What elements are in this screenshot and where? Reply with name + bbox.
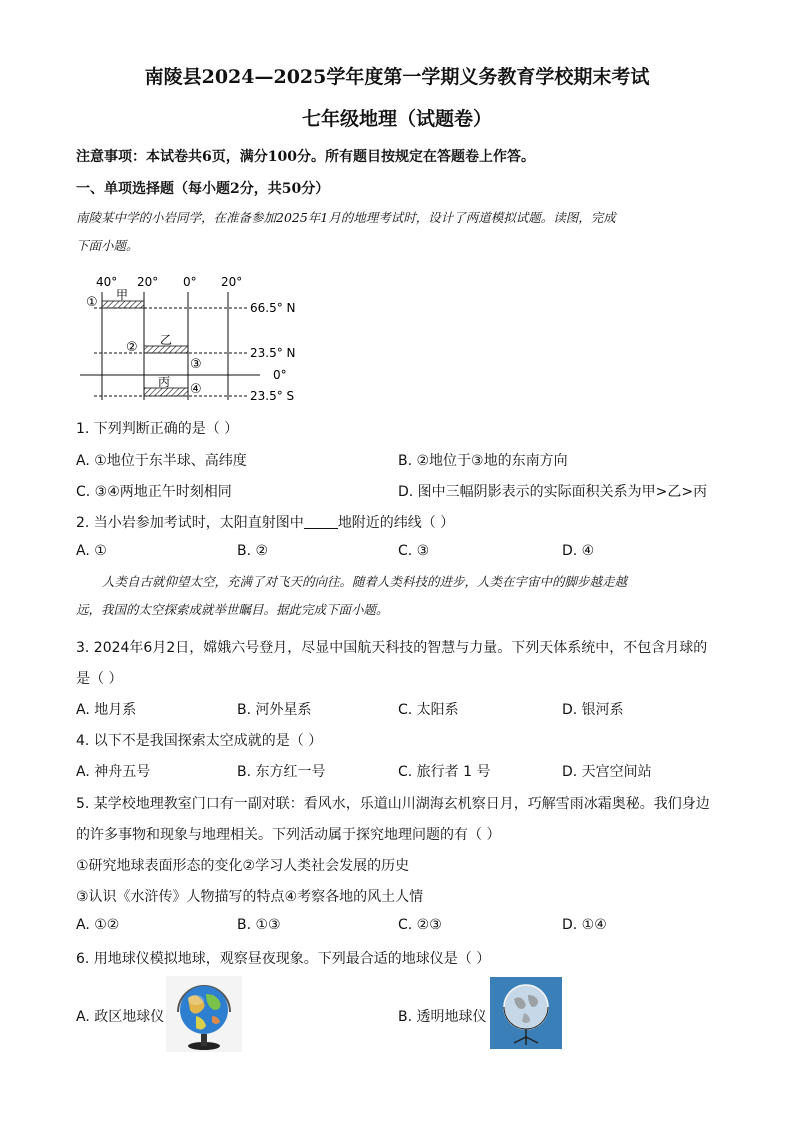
lat-label-23-5s: 23.5° S bbox=[250, 389, 295, 403]
question-5-stem-1: 5. 某学校地理教室门口有一副对联：看风水，乐道山川湖海玄机察日月，巧解雪雨冰霜奥秘。我们身边 bbox=[76, 796, 710, 812]
point-1: ① bbox=[86, 295, 98, 310]
latitude-longitude-diagram bbox=[80, 272, 310, 408]
q6-option-b[interactable]: B. 透明地球仪 bbox=[398, 1009, 487, 1025]
q1-option-b[interactable]: B. ②地位于③地的东南方向 bbox=[398, 453, 568, 469]
q2-option-b[interactable]: B. ② bbox=[237, 543, 269, 559]
passage-2-line-2: 远，我国的太空探索成就举世瞩目。据此完成下面小题。 bbox=[76, 602, 389, 617]
lon-label-20w: 20° bbox=[137, 275, 159, 289]
q3-option-c[interactable]: C. 太阳系 bbox=[398, 702, 459, 718]
passage-1-line-1: 南陵某中学的小岩同学，在准备参加2025年1月的地理考试时，设计了两道模拟试题。读图，完成 bbox=[76, 210, 616, 225]
q2-option-a[interactable]: A. ① bbox=[76, 543, 107, 559]
exam-title: 南陵县2024—2025学年度第一学期义务教育学校期末考试 bbox=[144, 66, 650, 88]
notice: 注意事项：本试卷共6页，满分100分。所有题目按规定在答题卷上作答。 bbox=[76, 149, 535, 165]
lon-label-40: 40° bbox=[96, 275, 118, 289]
question-1-stem: 1. 下列判断正确的是（ ） bbox=[76, 421, 239, 437]
passage-2 bbox=[76, 568, 716, 624]
lon-label-0: 0° bbox=[183, 275, 197, 289]
label-yi: 乙 bbox=[160, 333, 173, 347]
section-heading: 一、单项选择题（每小题2分，共50分） bbox=[76, 181, 330, 197]
q2-option-c[interactable]: C. ③ bbox=[398, 543, 430, 559]
q1-option-d[interactable]: D. 图中三幅阴影表示的实际面积关系为甲>乙>丙 bbox=[398, 484, 708, 500]
q4-option-c[interactable]: C. 旅行者 1 号 bbox=[398, 764, 491, 780]
q5-option-d[interactable]: D. ①④ bbox=[562, 917, 607, 933]
passage-2-line-1: 人类自古就仰望太空，充满了对飞天的向往。随着人类科技的进步，人类在宇宙中的脚步越走越 bbox=[102, 574, 628, 589]
question-5-stem-2: 的许多事物和现象与地理相关。下列活动属于探究地理问题的有（ ） bbox=[76, 827, 501, 843]
q3-option-b[interactable]: B. 河外星系 bbox=[237, 702, 312, 718]
q5-option-b[interactable]: B. ①③ bbox=[237, 917, 281, 933]
question-3-stem-2: 是（ ） bbox=[76, 671, 123, 687]
lat-label-23-5n: 23.5° N bbox=[250, 346, 296, 360]
question-6-stem: 6. 用地球仪模拟地球，观察昼夜现象。下列最合适的地球仪是（ ） bbox=[76, 951, 491, 967]
point-4: ④ bbox=[190, 382, 202, 397]
lat-label-0: 0° bbox=[273, 368, 287, 382]
q5-option-a[interactable]: A. ①② bbox=[76, 917, 120, 933]
region-jia bbox=[102, 301, 144, 308]
lat-label-66-5n: 66.5° N bbox=[250, 301, 296, 315]
label-jia: 甲 bbox=[116, 288, 129, 302]
label-bing: 丙 bbox=[158, 375, 171, 389]
region-yi bbox=[144, 346, 188, 353]
q4-option-d[interactable]: D. 天宫空间站 bbox=[562, 764, 652, 780]
q4-option-a[interactable]: A. 神舟五号 bbox=[76, 764, 151, 780]
passage-1-line-2: 下面小题。 bbox=[76, 238, 139, 253]
exam-subtitle: 七年级地理（试题卷） bbox=[301, 108, 492, 130]
q3-option-a[interactable]: A. 地月系 bbox=[76, 702, 137, 718]
question-2-stem bbox=[76, 512, 454, 532]
passage-1 bbox=[76, 204, 716, 260]
q5-option-c[interactable]: C. ②③ bbox=[398, 917, 442, 933]
region-bing bbox=[144, 388, 188, 396]
point-3: ③ bbox=[190, 357, 202, 372]
political-globe-image bbox=[166, 976, 242, 1052]
lon-label-20e: 20° bbox=[221, 275, 243, 289]
q1-option-c[interactable]: C. ③④两地正午时刻相同 bbox=[76, 484, 232, 500]
q5-items-2: ③认识《水浒传》人物描写的特点④考察各地的风土人情 bbox=[76, 889, 424, 905]
point-2: ② bbox=[126, 340, 138, 355]
q1-option-a[interactable]: A. ①地位于东半球、高纬度 bbox=[76, 453, 247, 469]
transparent-globe-image bbox=[490, 977, 562, 1049]
q5-items-1: ①研究地球表面形态的变化②学习人类社会发展的历史 bbox=[76, 858, 410, 874]
question-4-stem: 4. 以下不是我国探索太空成就的是（ ） bbox=[76, 733, 323, 749]
answer-blank bbox=[304, 514, 338, 529]
question-3-stem-1: 3. 2024年6月2日，嫦娥六号登月，尽显中国航天科技的智慧与力量。下列天体系统中，不包含月球的 bbox=[76, 640, 708, 656]
q2-option-d[interactable]: D. ④ bbox=[562, 543, 595, 559]
q4-option-b[interactable]: B. 东方红一号 bbox=[237, 764, 326, 780]
q2-stem-post: 地附近的纬线（ ） bbox=[337, 515, 455, 531]
q2-stem-pre: 2. 当小岩参加考试时，太阳直射图中 bbox=[76, 515, 304, 531]
q3-option-d[interactable]: D. 银河系 bbox=[562, 702, 624, 718]
q6-option-a[interactable]: A. 政区地球仪 bbox=[76, 1009, 165, 1025]
